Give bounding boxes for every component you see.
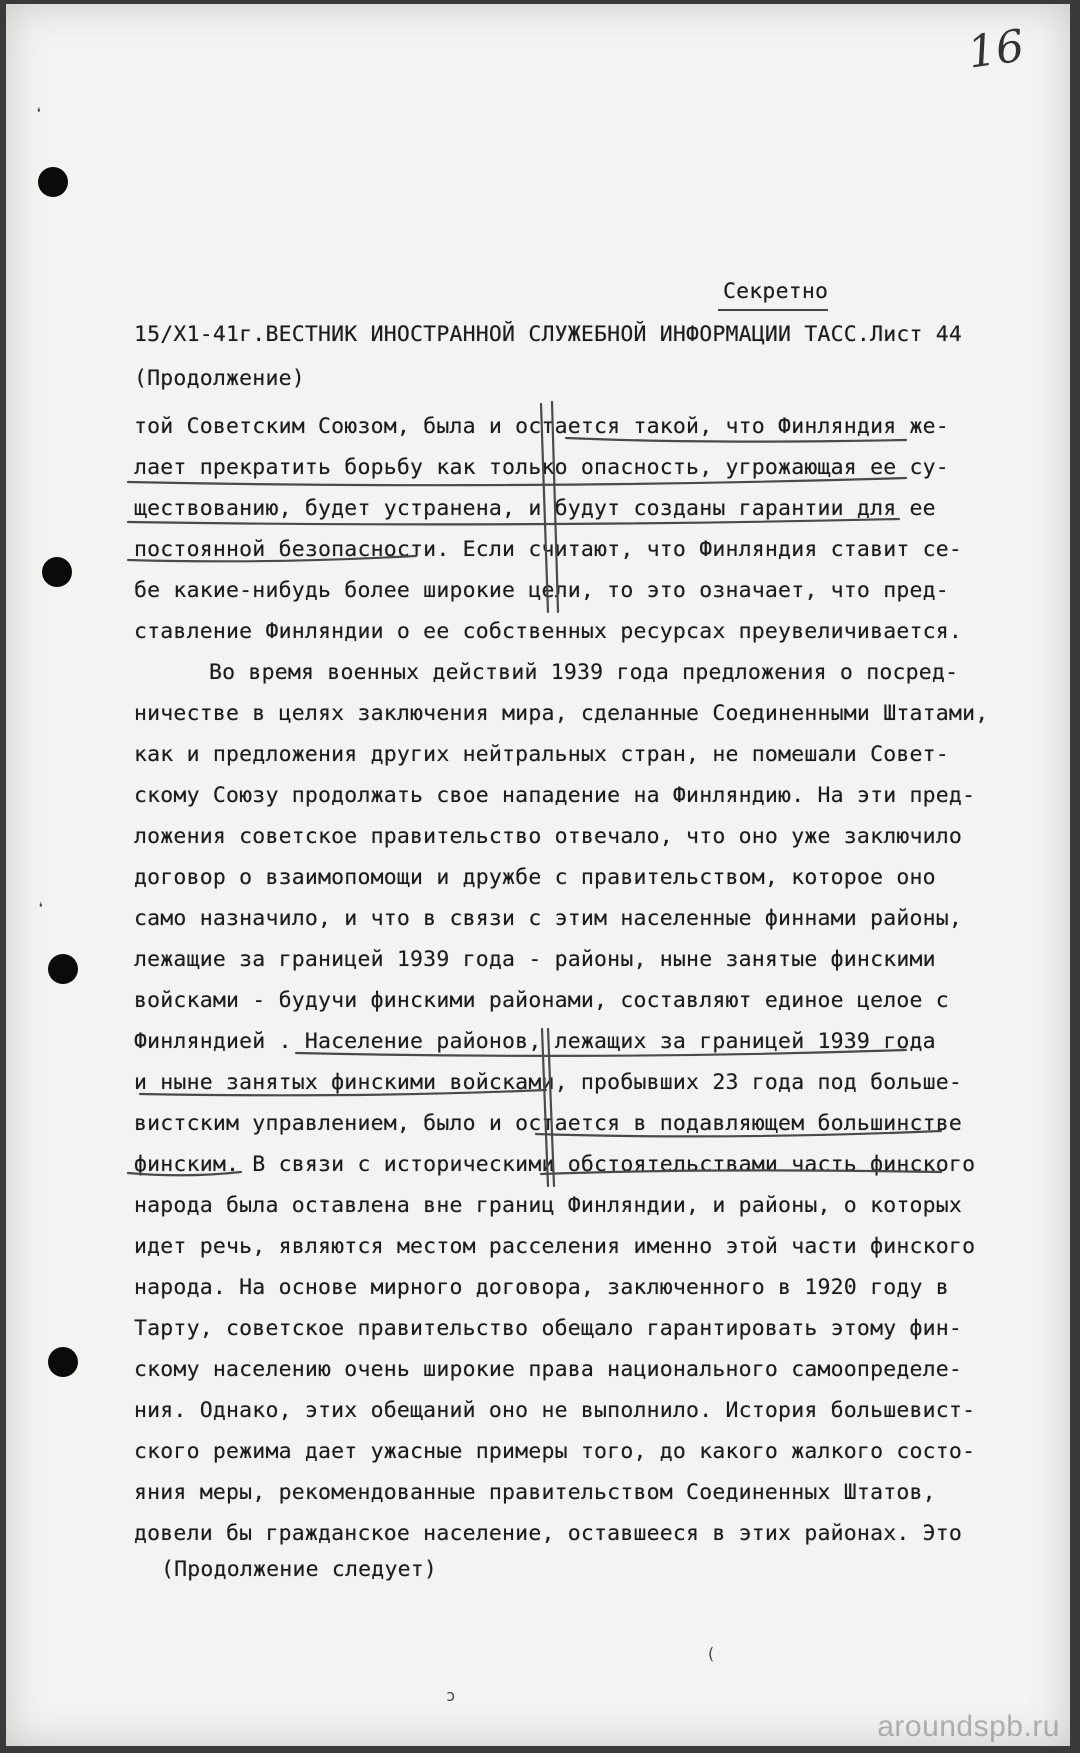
handwritten-page-number: 16 [964, 20, 1028, 79]
pencil-bracket [542, 1029, 548, 1186]
text-line: ставление Финляндии о ее собственных ресурсах преувеличивается. [134, 619, 963, 644]
pencil-underline [296, 1050, 906, 1056]
text-line: ществованию, будет устранена, и будут созданы гарантии для ее [134, 496, 936, 521]
text-line: ского режима дает ужасные примеры того, до какого жалкого состо- [134, 1439, 976, 1464]
pencil-annotations [6, 4, 1070, 1746]
ink-speck: ( [706, 1644, 716, 1663]
text-line: народа была оставлена вне границ Финляндии, и районы, о которых [134, 1193, 963, 1218]
document-page [6, 4, 1070, 1746]
pencil-bracket [541, 404, 548, 612]
text-line: ложения советское правительство отвечало, что оно уже заключило [134, 824, 963, 849]
text-line: скому Союзу продолжать свое нападение на Финляндию. На эти пред- [134, 783, 976, 808]
text-line: народа. На основе мирного договора, заключенного в 1920 году в [134, 1275, 949, 1300]
text-line: финским. В связи с историческими обстоятельствами часть финского [134, 1152, 976, 1177]
ink-speck: ❛ [36, 899, 46, 918]
pencil-underline [140, 1090, 546, 1095]
text-line: ния. Однако, этих обещаний оно не выполнило. История большевист- [134, 1398, 976, 1423]
text-line: довели бы гражданское население, оставшееся в этих районах. Это [134, 1521, 963, 1546]
text-line: договор о взаимопомощи и дружбе с правительством, которое оно [134, 865, 936, 890]
text-line: скому населению очень широкие права национального самоопределе- [134, 1357, 963, 1382]
pencil-underline [128, 478, 906, 485]
ink-speck: ɔ [446, 1686, 456, 1705]
pencil-underline [128, 556, 416, 561]
text-line: той Советским Союзом, была и остается такой, что Финляндия же- [134, 414, 949, 439]
text-line: Финляндией . Население районов, лежащих за границей 1939 года [134, 1029, 936, 1054]
text-line: бе какие-нибудь более широкие цели, то это означает, что пред- [134, 578, 949, 603]
text-line: как и предложения других нейтральных стран, не помешали Совет- [134, 742, 949, 767]
text-line: вистским управлением, было и остается в подавляющем большинстве [134, 1111, 963, 1136]
pencil-underline [566, 438, 906, 442]
pencil-underline [541, 1170, 941, 1174]
text-line: яния меры, рекомендованные правительством Соединенных Штатов, [134, 1480, 936, 1505]
text-line: постоянной безопасности. Если считают, что Финляндия ставит се- [134, 537, 963, 562]
text-line: идет речь, являются местом расселения именно этой части финского [134, 1234, 976, 1259]
text-line: Тарту, советское правительство обещало гарантировать этому фин- [134, 1316, 963, 1341]
text-line: войсками - будучи финскими районами, составляют единое целое с [134, 988, 949, 1013]
pencil-underline [128, 1172, 241, 1175]
classification-mark: Секретно [723, 279, 829, 304]
pencil-bracket [552, 402, 558, 612]
continued-note: (Продолжение следует) [161, 1557, 438, 1582]
text-line: лает прекратить борьбу как только опасность, угрожающая ее су- [134, 455, 949, 480]
bulletin-header: 15/Х1-41г.ВЕСТНИК ИНОСТРАННОЙ СЛУЖЕБНОЙ ИНФОРМАЦИИ ТАСС.Лист 44 [134, 322, 963, 347]
text-line: ничестве в целях заключения мира, сделанные Соединенными Штатами, [134, 701, 989, 726]
site-watermark: aroundspb.ru [877, 1710, 1060, 1743]
pencil-bracket [548, 1029, 554, 1186]
pencil-underline [128, 519, 899, 524]
text-line: Во время военных действий 1939 года предложения о посред- [209, 660, 959, 685]
text-line: лежащие за границей 1939 года - районы, ныне занятые финскими [134, 947, 936, 972]
continuation-label: (Продолжение) [134, 366, 305, 391]
pencil-underline [536, 1131, 941, 1136]
text-line: и ныне занятых финскими войсками, пробывших 23 года под больше- [134, 1070, 963, 1095]
text-line: само назначило, и что в связи с этим населенные финнами районы, [134, 906, 963, 931]
ink-speck: ❛ [34, 104, 44, 123]
